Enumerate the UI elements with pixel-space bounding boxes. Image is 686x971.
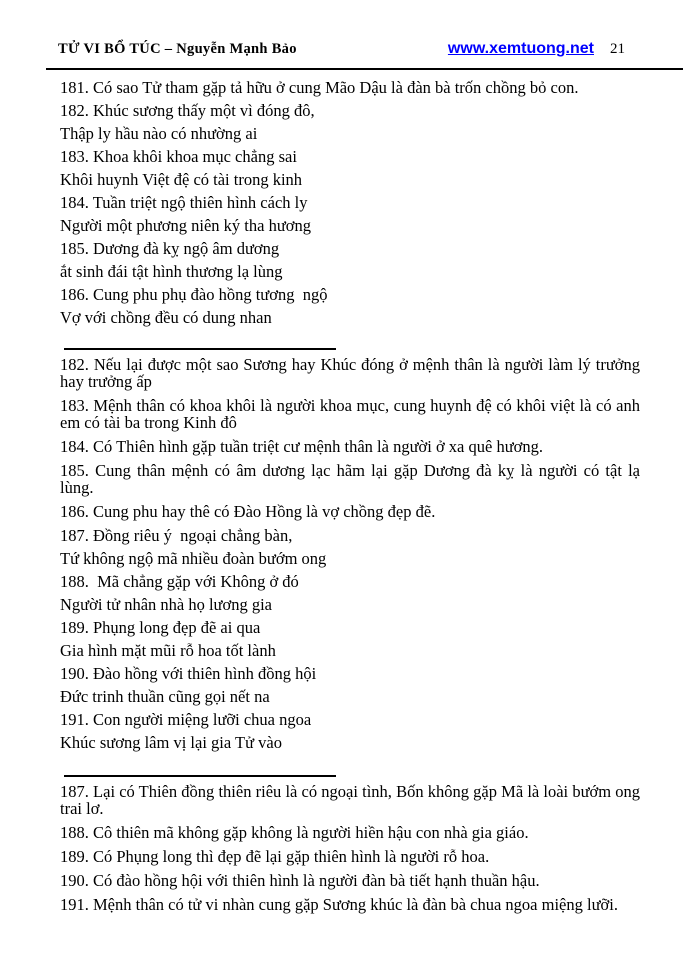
page-number: 21 (610, 41, 625, 57)
verse-block-1 (60, 76, 640, 329)
website-link[interactable]: www.xemtuong.net (447, 40, 594, 57)
header-right-group (448, 40, 683, 58)
prose-block-1 (60, 356, 640, 520)
verse-line: 191. Con người miệng lưỡi chua ngoa (60, 710, 312, 729)
verse-line: 183. Khoa khôi khoa mục chẳng sai (60, 147, 297, 166)
section-divider (64, 348, 336, 350)
prose-paragraph: 188. Cô thiên mã không gặp không là người hiền hậu con nhà gia giáo. (60, 823, 529, 842)
verse-line: 190. Đào hồng với thiên hình đồng hội (60, 664, 317, 683)
verse-line: 185. Dương đà kỵ ngộ âm dương (60, 239, 280, 258)
page-header (46, 40, 683, 70)
prose-paragraph: 191. Mệnh thân có tử vi nhàn cung gặp Sương khúc là đàn bà chua ngoa miệng lưỡi. (60, 895, 618, 914)
prose-paragraph: 189. Có Phụng long thì đẹp đẽ lại gặp thiên hình là người rỗ hoa. (60, 847, 490, 866)
verse-line: 182. Khúc sương thấy một vì đóng đô, (60, 101, 315, 120)
book-title: TỬ VI BỔ TÚC – Nguyễn Mạnh Bảo (58, 41, 297, 57)
verse-line: Người tử nhân nhà họ lương gia (60, 595, 273, 614)
verse-line: 181. Có sao Tử tham gặp tả hữu ở cung Mão Dậu là đàn bà trốn chồng bỏ con. (60, 78, 579, 97)
verse-line: Gia hình mặt mũi rỗ hoa tốt lành (60, 641, 276, 660)
prose-paragraph: 187. Lại có Thiên đồng thiên riêu là có ngoại tình, Bốn không gặp Mã là loài bướm ong trai lơ. (60, 782, 640, 818)
section-divider (64, 775, 336, 777)
verse-line: ắt sinh đái tật hình thương lạ lùng (60, 262, 283, 281)
verse-line: 188. Mã chẳng gặp với Không ở đó (60, 572, 299, 591)
verse-line: 186. Cung phu phụ đào hồng tương ngộ (60, 285, 328, 304)
verse-block-2 (60, 524, 640, 754)
verse-line: Khúc sương lâm vị lại gia Tử vào (60, 733, 282, 752)
verse-line: Đức trinh thuần cũng gọi nết na (60, 687, 270, 706)
verse-line: Vợ với chồng đều có dung nhan (60, 308, 272, 327)
verse-line: Khôi huynh Việt đệ có tài trong kinh (60, 170, 303, 189)
prose-paragraph: 184. Có Thiên hình gặp tuần triệt cư mệnh thân là người ở xa quê hương. (60, 437, 543, 456)
verse-line: Người một phương niên ký tha hương (60, 216, 311, 235)
prose-paragraph: 182. Nếu lại được một sao Sương hay Khúc đóng ở mệnh thân là người làm lý trưởng hay trưởng ấp (60, 355, 640, 391)
verse-line: Tứ không ngộ mã nhiều đoàn bướm ong (60, 549, 327, 568)
prose-block-2 (60, 783, 640, 913)
page-content (60, 76, 640, 913)
prose-paragraph: 183. Mệnh thân có khoa khôi là người khoa mục, cung huynh đệ có khôi việt là có anh em có tài ba trong Kinh đô (60, 396, 640, 432)
verse-line: 184. Tuần triệt ngộ thiên hình cách ly (60, 193, 308, 212)
prose-paragraph: 185. Cung thân mệnh có âm dương lạc hãm lại gặp Dương đà kỵ là người có tật lạ lùng. (60, 461, 640, 497)
verse-line: 187. Đồng riêu ý ngoại chẳng bàn, (60, 526, 293, 545)
prose-paragraph: 190. Có đào hồng hội với thiên hình là người đàn bà tiết hạnh thuần hậu. (60, 871, 540, 890)
verse-line: Thập ly hầu nào có nhường ai (60, 124, 258, 143)
prose-paragraph: 186. Cung phu hay thê có Đào Hồng là vợ chồng đẹp đẽ. (60, 502, 436, 521)
verse-line: 189. Phụng long đẹp đẽ ai qua (60, 618, 261, 637)
